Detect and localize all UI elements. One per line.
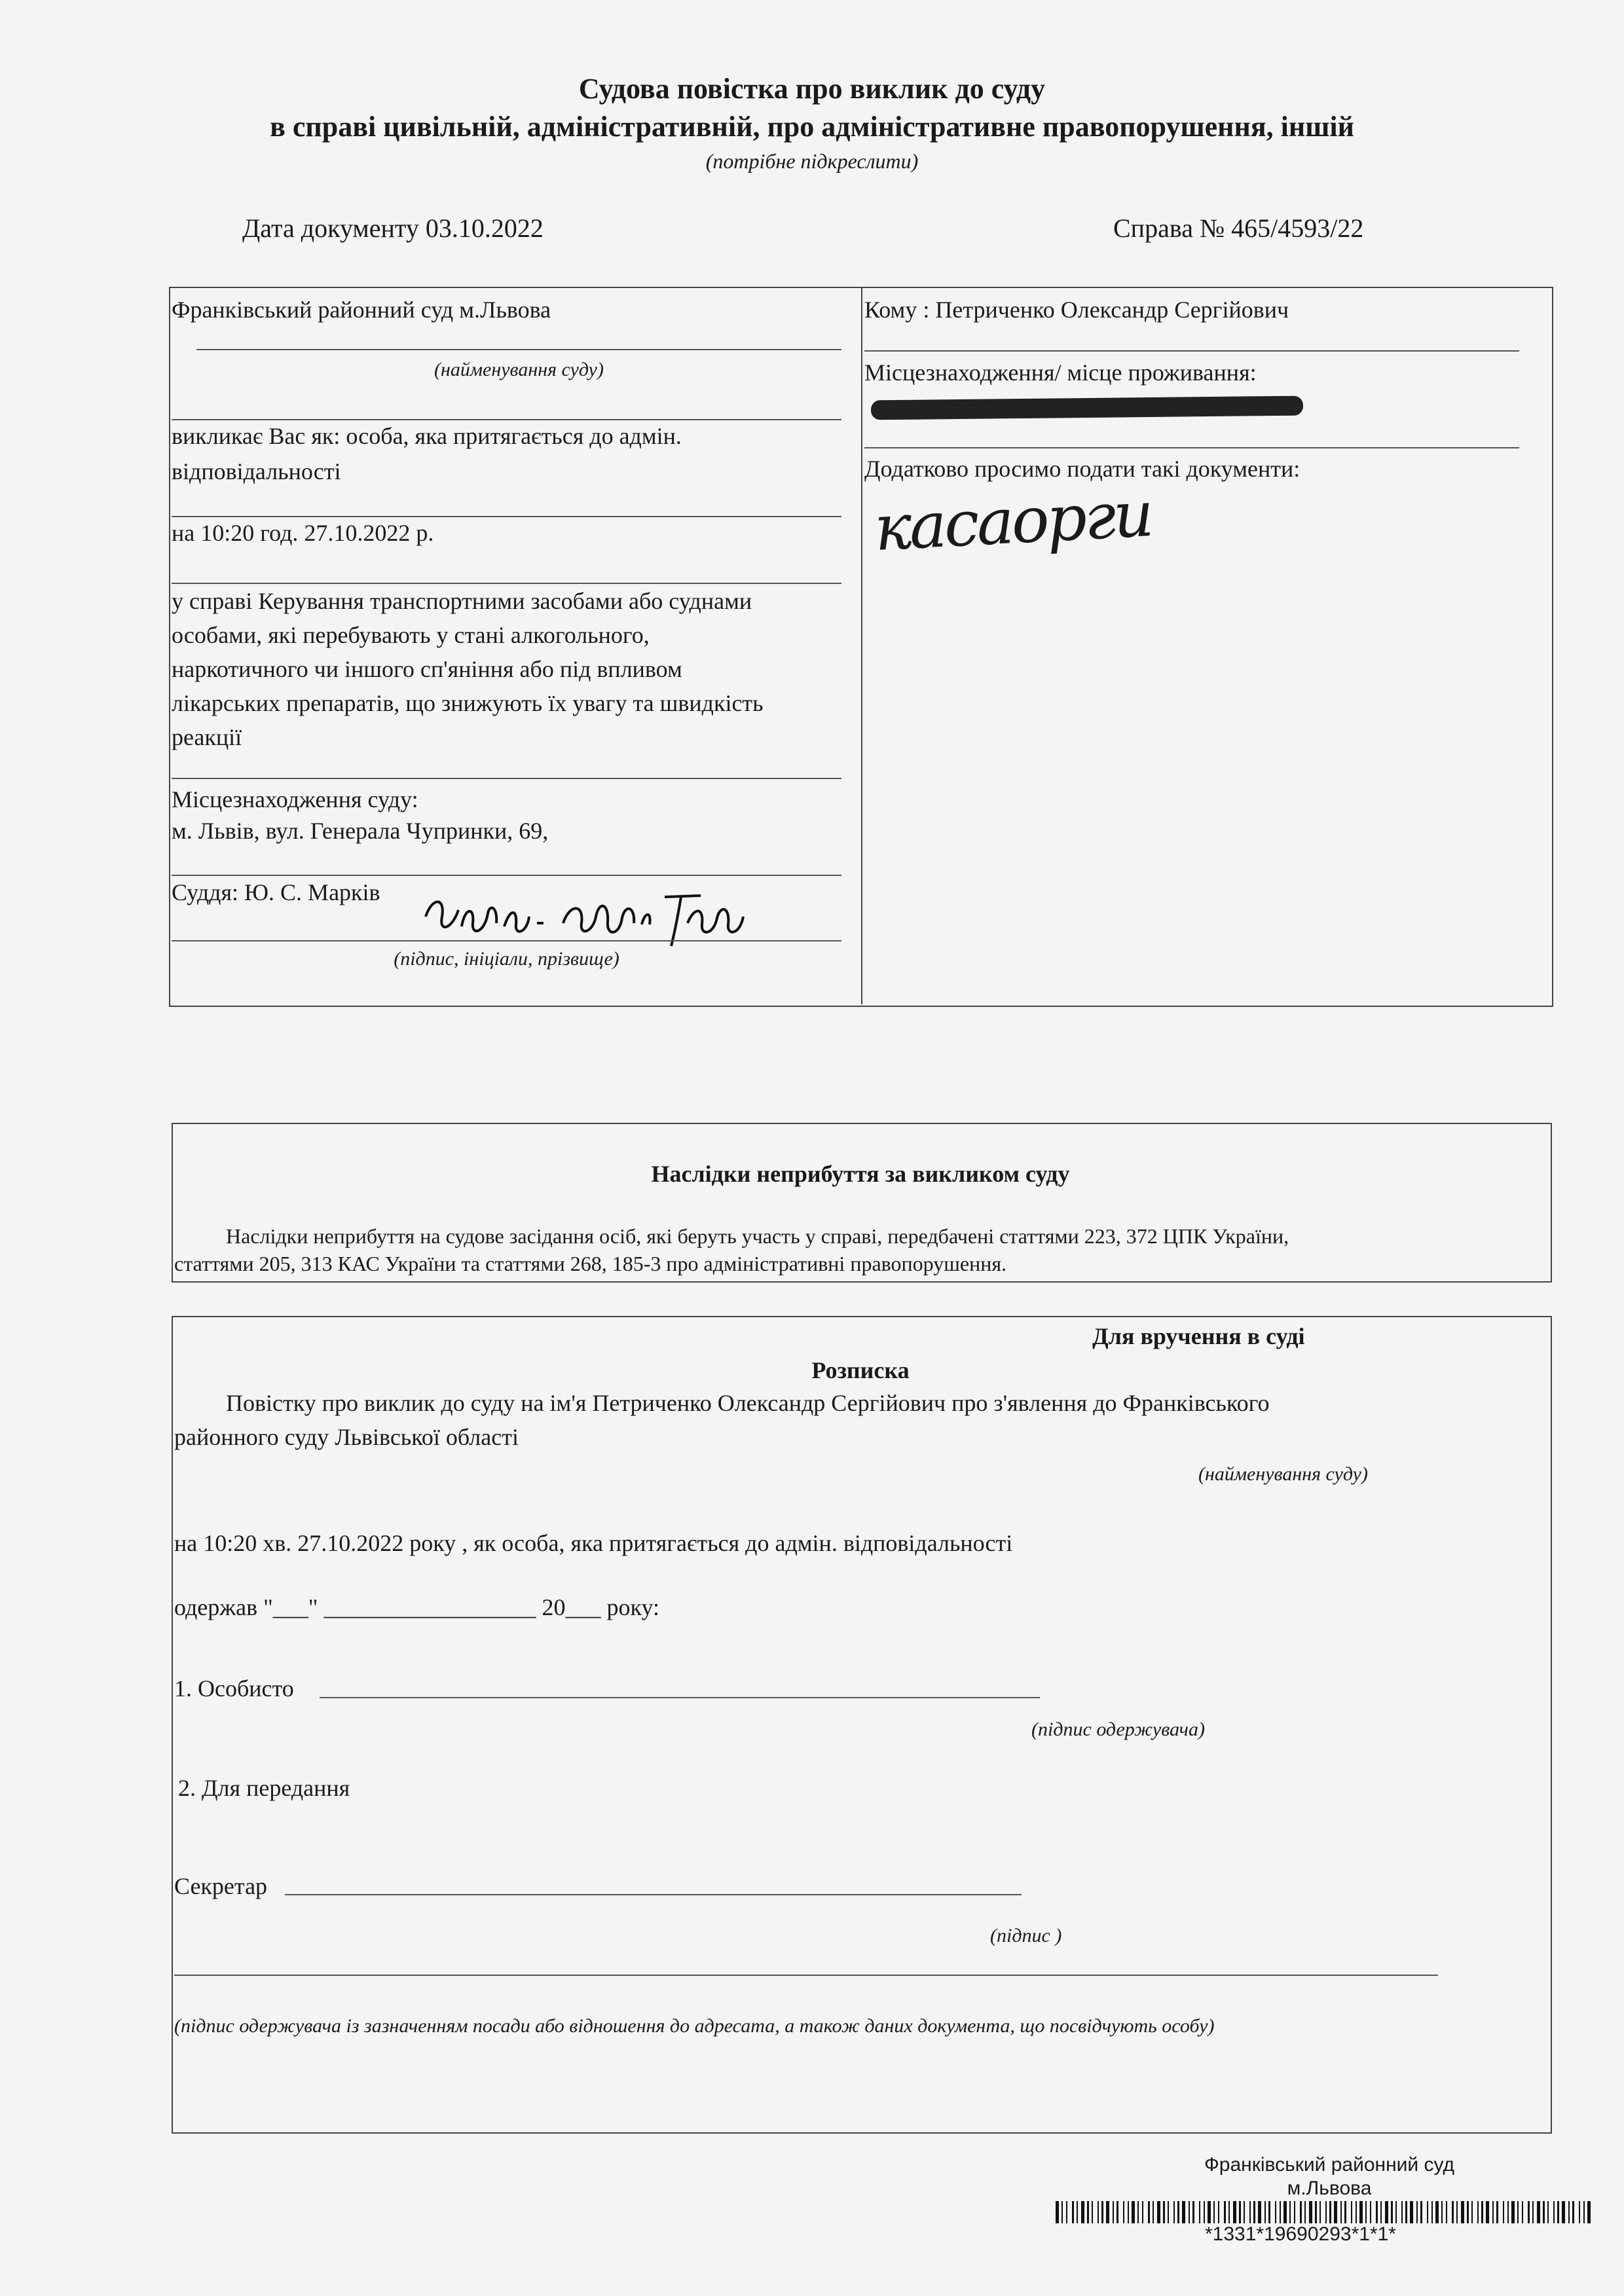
case-line: лікарських препаратів, що знижують їх увагу та швидкість xyxy=(172,690,764,716)
underline-note: (потрібне підкреслити) xyxy=(705,149,919,173)
received-date-line: одержав "___" __________________ 20___ року: xyxy=(174,1594,660,1620)
recipient-caption: (підпис одержувача) xyxy=(1031,1719,1205,1740)
bottom-caption: (підпис одержувача із зазначенням посади або відношення до адресата, а також даних документа, що посвідчують особу) xyxy=(174,2015,1215,2037)
receipt-appointment: на 10:20 хв. 27.10.2022 року , як особа, яка притягається до адмін. відповідальності xyxy=(174,1530,1013,1556)
document-title: Судова повістка про виклик до суду xyxy=(578,73,1046,105)
separator-line xyxy=(864,350,1519,352)
personal-signature-line xyxy=(320,1697,1040,1698)
court-location-label: Місцезнаходження суду: xyxy=(172,786,418,812)
location-label: Місцезнаходження/ місце проживання: xyxy=(864,359,1257,386)
handwritten-note: касаорги xyxy=(872,477,1153,565)
recipient: Кому : Петриченко Олександр Сергійович xyxy=(864,297,1289,323)
case-line: реакції xyxy=(172,724,242,750)
bottom-signature-line xyxy=(174,1975,1438,1976)
separator-line xyxy=(864,447,1519,448)
separator-line xyxy=(172,419,841,420)
barcode xyxy=(1056,2201,1593,2223)
receipt-line-2: районного суду Львівської області xyxy=(174,1424,519,1450)
barcode-text: *1331*19690293*1*1* xyxy=(1205,2223,1396,2245)
personal-label: 1. Особисто xyxy=(174,1675,294,1702)
consequences-title: Наслідки неприбуття за викликом суду xyxy=(651,1161,1070,1187)
judge-name xyxy=(172,879,380,906)
receipt-title: Розписка xyxy=(811,1357,910,1383)
court-name-line xyxy=(196,349,841,350)
secretary-label: Секретар xyxy=(174,1873,268,1899)
signature-line xyxy=(172,940,841,941)
secretary-signature-line xyxy=(285,1894,1022,1895)
column-divider xyxy=(861,288,862,1004)
summons-as-2: відповідальності xyxy=(172,458,341,484)
consequences-text-1: Наслідки неприбуття на судове засідання осіб, які беруть участь у справі, передбачені статтями 223, 372 ЦПК України, xyxy=(226,1224,1289,1248)
case-line: у справі Керування транспортними засобами або суднами xyxy=(172,588,752,614)
receipt-line-1: Повістку про виклик до суду на ім'я Петриченко Олександр Сергійович про з'явлення до Франківського xyxy=(226,1390,1270,1416)
case-number: Справа № 465/4593/22 xyxy=(1113,213,1364,243)
signature-caption: (підпис, ініціали, прізвище) xyxy=(394,948,619,970)
footer-city: м.Львова xyxy=(1287,2178,1372,2199)
judge-signature xyxy=(413,871,753,956)
case-line: особами, які перебувають у стані алкогольного, xyxy=(172,622,650,648)
footer-court: Франківський районний суд xyxy=(1204,2154,1455,2176)
judge-label: Суддя: Ю. С. Марків xyxy=(172,879,380,905)
case-description xyxy=(172,584,856,754)
separator-line xyxy=(172,516,841,517)
separator-line xyxy=(172,778,841,779)
receipt-court-caption: (найменування суду) xyxy=(1198,1463,1368,1485)
court-name-caption: (найменування суду) xyxy=(434,359,604,380)
extra-docs-label: Додатково просимо подати такі документи: xyxy=(864,456,1301,482)
consequences-text-2: статтями 205, 313 КАС України та статтями 268, 185-3 про адміністративні правопорушення. xyxy=(174,1252,1007,1275)
sign-caption: (підпис ) xyxy=(990,1925,1062,1946)
document-subtitle: в справі цивільній, адміністративній, про адміністративне правопорушення, іншій xyxy=(270,111,1354,143)
for-court-label: Для вручення в суді xyxy=(1092,1323,1305,1349)
for-transfer-label: 2. Для передання xyxy=(178,1775,350,1801)
appointment-time: на 10:20 год. 27.10.2022 р. xyxy=(172,520,434,546)
case-line: наркотичного чи іншого сп'яніння або під впливом xyxy=(172,656,682,682)
court-name: Франківський районний суд м.Львова xyxy=(172,297,551,323)
court-location: м. Львів, вул. Генерала Чупринки, 69, xyxy=(172,818,549,844)
summons-as-1: викликає Вас як: особа, яка притягається до адмін. xyxy=(172,423,682,449)
document-date: Дата документу 03.10.2022 xyxy=(242,213,544,243)
